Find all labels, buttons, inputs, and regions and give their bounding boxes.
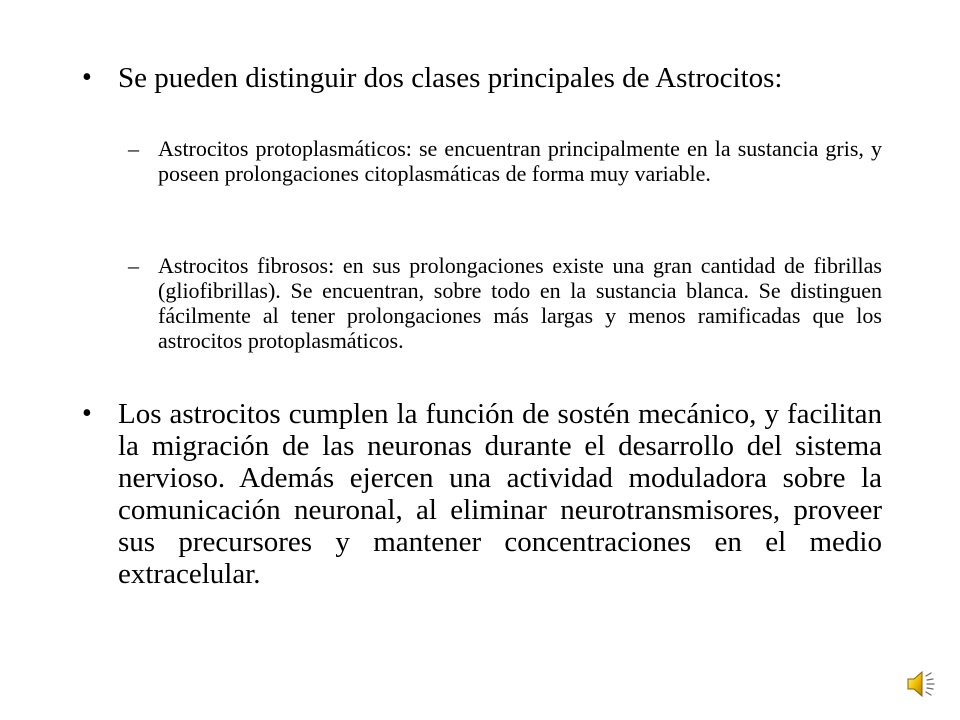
sub-bullet-marker: – <box>128 136 139 161</box>
sub-bullet-fibrous <box>128 253 882 353</box>
bullet-marker: • <box>82 62 92 93</box>
sub-bullet-text: Astrocitos fibrosos: en sus prolongaciones existe una gran cantidad de fibrillas (gliofibrillas). Se encuentran, sobre todo en la sustancia blanca. Se distinguen fácilmente al tener prolongaciones más largas y menos ramificadas que los astrocitos protoplasmáticos. <box>158 253 882 353</box>
bullet-text: Se pueden distinguir dos clases principales de Astrocitos: <box>118 62 783 94</box>
bullet-text: Los astrocitos cumplen la función de sostén mecánico, y facilitan la migración de las neuronas durante el desarrollo del sistema nervioso. Además ejercen una actividad moduladora sobre la comunicación neuronal, al eliminar neurotransmisores, proveer sus precursores y mantener concentraciones en el medio extracelular. <box>118 398 882 590</box>
speaker-icon[interactable] <box>900 664 940 704</box>
bullet-item-astrocyte-classes <box>82 60 882 96</box>
sub-bullet-marker: – <box>128 253 139 278</box>
speaker-icon-graphic <box>900 664 940 704</box>
bullet-item-astrocyte-functions <box>82 398 882 590</box>
sub-bullet-text: Astrocitos protoplasmáticos: se encuentran principalmente en la sustancia gris, y poseen prolongaciones citoplasmáticas de forma muy variable. <box>158 136 882 186</box>
bullet-marker: • <box>82 398 92 429</box>
sub-bullet-protoplasmic <box>128 136 882 186</box>
